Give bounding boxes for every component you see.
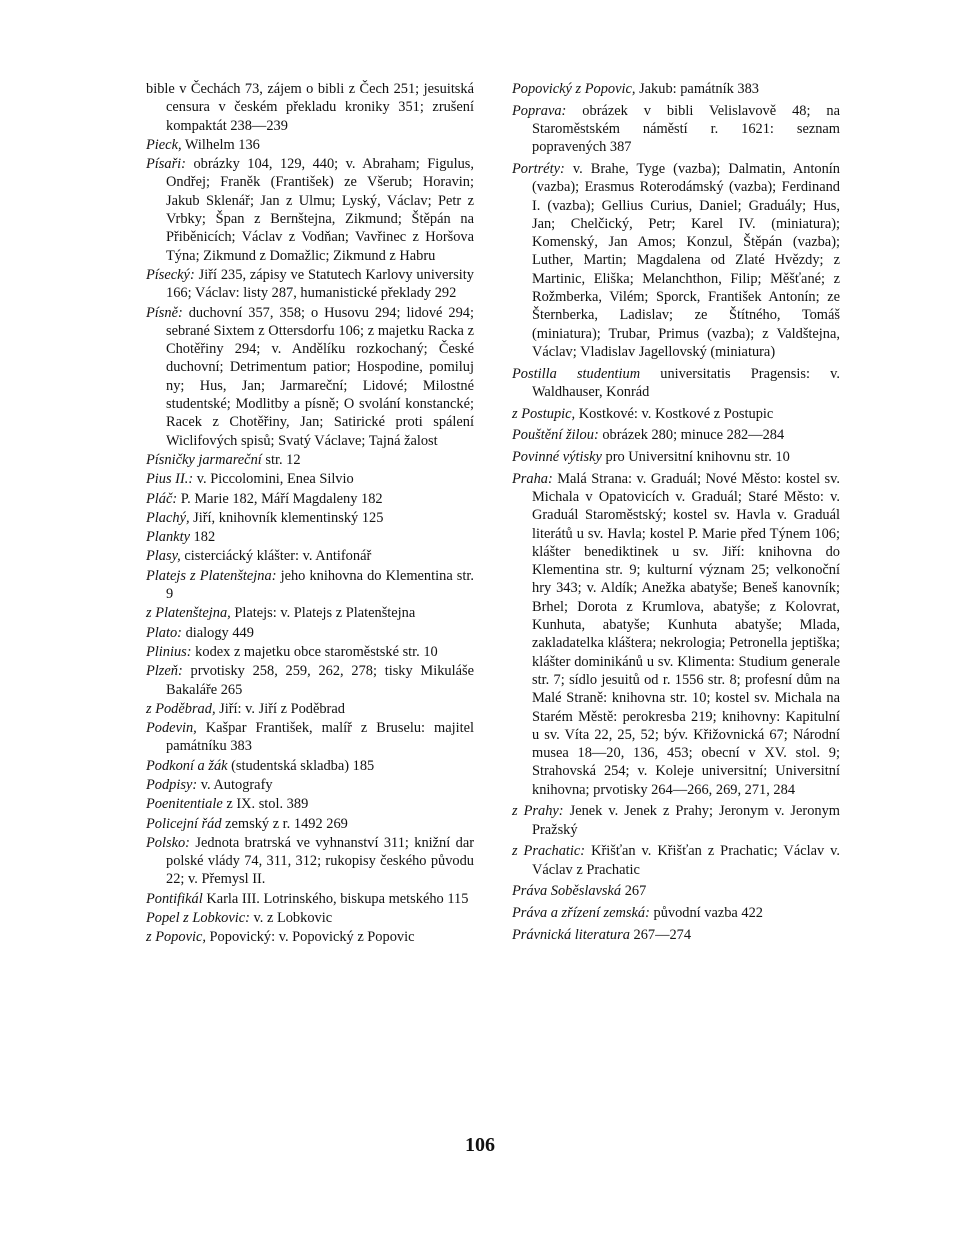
index-entry-text: v. Autografy <box>197 776 273 793</box>
index-entry <box>146 136 474 154</box>
index-entry-text: Jednota bratrská ve vyhnanství 311; knižní dar polské vlády 74, 311, 312; rukopisy českého původu 22; v. Přemysl II. <box>166 834 474 888</box>
index-entry <box>512 926 840 944</box>
index-entry-headword: Plinius: <box>146 643 192 660</box>
index-entry-headword: Praha: <box>512 470 553 487</box>
index-entry-text: universitatis Pragensis: v. Waldhauser, Konrád <box>532 365 840 400</box>
index-entry-text: Malá Strana: v. Graduál; Nové Město: kostel sv. Michala v Opatovicích v. Graduál; Staré Město: v. Graduál Staroměstský; kostel sv. Havla v. Graduál literátů u sv. Havla; kostel P. Marie před Týnem 106; klášter benediktinek u sv. Jiří: knihovna do Klementina str. 9; kulturní význam 25; velkonoční hry 343; v. Aldík; Anežka abatyše; Beneš kanovník; Brhel; Dorota z Krumlova, abatyše; z Kolovrat, Kunhuta, abatyše; Kunhuta abatyše; Mlada, zakladatelka kláštera; nekrologia; Petronella jeptiška; klášter dominikánů u sv. Klimenta: Studium generale str. 7; sídlo jesuitů od r. 1556 str. 8; profesní dům na Malé Straně: knihovna str. 10; kostel sv. Michala na Starém Městě: perokresba 219; knihovny: Kapitulní u sv. Víta 22, 25, 52; býv. Křižovnická 67; Národní musea 18—20, 136, 453; obecní v XV. stol. 9; Strahovská 254; v. Koleje universitní; Universitní knihovna; prvotisky 264—266, 269, 271, 284 <box>532 470 840 798</box>
index-entry <box>146 604 474 622</box>
index-entry-text: Kašpar František, malíř z Bruselu: majitel památníku 383 <box>166 720 474 755</box>
index-entry <box>146 304 474 450</box>
index-entry <box>512 802 840 839</box>
right-column <box>512 80 840 947</box>
index-entry <box>146 776 474 794</box>
index-entry-text: v. Piccolomini, Enea Silvio <box>193 471 354 488</box>
index-entry-text: v. z Lobkovic <box>249 910 333 927</box>
index-entry <box>512 102 840 157</box>
index-entry-headword: z Prahy: <box>512 803 564 820</box>
index-entry-text: zemský z r. 1492 269 <box>221 815 348 832</box>
index-entry-headword: Pouštění žilou: <box>512 427 599 444</box>
index-entry <box>146 909 474 927</box>
index-entry <box>146 547 474 565</box>
index-entry <box>146 757 474 775</box>
index-entry-text: původní vazba 422 <box>649 905 764 922</box>
index-entry <box>512 842 840 879</box>
index-entry <box>512 365 840 402</box>
index-entry-text: obrázek v bibli Velislavově 48; na Staroměstském náměstí r. 1621: seznam popravených 387 <box>532 102 840 156</box>
index-entry-text: Jakub: památník 383 <box>635 81 759 97</box>
index-entry <box>146 80 474 135</box>
index-entry <box>146 624 474 642</box>
index-entry <box>146 890 474 908</box>
index-entry-headword: Platejs z Platenštejna: <box>146 567 277 584</box>
index-entry-text: Popovický: v. Popovický z Popovic <box>205 929 415 946</box>
index-entry-headword: Postilla studentium <box>512 365 641 382</box>
index-entry-headword: Portréty: <box>512 160 565 177</box>
index-entry-text: z IX. stol. 389 <box>222 796 309 813</box>
index-entry-text: prvotisky 258, 259, 262, 278; tisky Mikuláše Bakaláře 265 <box>166 663 474 698</box>
index-entry-headword: Plato: <box>146 624 182 641</box>
index-entry-text: Jiří: v. Jiří z Poděbrad <box>215 700 345 717</box>
index-entry-headword: z Platenštejna, <box>146 605 231 622</box>
index-entry-headword: Plzeň: <box>146 663 183 680</box>
index-entry <box>146 662 474 699</box>
index-entry-headword: Písaři: <box>146 156 186 173</box>
index-entry-text: str. 12 <box>261 451 301 468</box>
index-entry-headword: Plasy, <box>146 548 181 565</box>
index-entry-headword: Polsko: <box>146 834 190 851</box>
index-entry-text: Wilhelm 136 <box>181 136 260 153</box>
index-entry-headword: Poprava: <box>512 102 567 119</box>
index-entry <box>146 928 474 946</box>
index-entry-text: Jenek v. Jenek z Prahy; Jeronym v. Jeronym Pražský <box>532 803 840 838</box>
index-entry-text: 182 <box>189 529 216 546</box>
index-entry-text: kodex z majetku obce staroměstské str. 10 <box>191 643 438 660</box>
index-entry-text: cisterciácký klášter: v. Antifonář <box>180 548 372 565</box>
index-entry-headword: Práva a zřízení zemská: <box>512 905 650 922</box>
index-entry-text: bible v Čechách 73, zájem o bibli z Čech 251; jesuitská censura v českém překladu kroniky 351; zrušení kompaktát 238—239 <box>146 81 474 134</box>
index-entry <box>146 490 474 508</box>
index-entry <box>146 567 474 604</box>
index-entry-headword: Pius II.: <box>146 471 194 488</box>
index-entry <box>146 155 474 265</box>
index-entry-headword: Písně: <box>146 304 183 321</box>
index-entry-headword: Práva Soběslavská <box>512 883 622 900</box>
index-entry-headword: Podkoní a žák <box>146 757 228 774</box>
index-entry <box>146 643 474 661</box>
index-entry-text: Karla III. Lotrinského, biskupa metského 115 <box>202 890 469 907</box>
index-entry-text: Jiří 235, zápisy ve Statutech Karlovy university 166; Václav: listy 287, humanistické překlady 292 <box>166 266 474 302</box>
index-entry-headword: Popel z Lobkovic: <box>146 910 250 927</box>
index-entry-text: Platejs: v. Platejs z Platenštejna <box>230 605 416 622</box>
index-entry-headword: z Poděbrad, <box>146 700 216 717</box>
index-entry-text: Kostkové: v. Kostkové z Postupic <box>575 405 774 422</box>
index-entry-text: obrázek 280; minuce 282—284 <box>598 427 785 444</box>
index-entry <box>146 834 474 889</box>
index-entry-headword: z Prachatic: <box>512 843 586 860</box>
index-entry <box>146 700 474 718</box>
index-entry-headword: Písničky jarmareční <box>146 451 262 468</box>
index-entry-text: (studentská skladba) 185 <box>227 757 375 774</box>
index-entry <box>146 470 474 488</box>
index-entry-text: dialogy 449 <box>181 624 254 641</box>
index-entry <box>146 528 474 546</box>
index-entry-headword: Pontifikál <box>146 890 203 907</box>
index-entry <box>146 795 474 813</box>
index-entry-headword: Pláč: <box>146 490 178 507</box>
index-entry <box>512 80 840 98</box>
index-entry-text: 267 <box>621 883 647 900</box>
page-number: 106 <box>465 1134 495 1156</box>
index-entry-text: v. Brahe, Tyge (vazba); Dalmatin, Antonín (vazba); Erasmus Roterodámský (vazba); Ferdinand I. (vazba); Gellius Curius, Daniel; Graduály; Hus, Jan; Chelčický, Petr; Karel IV. (miniatura); Komenský, Jan Amos; Konzul, Štěpán (vazba); Luther, Martin; Magdalena od Zlaté Hvězdy; z Martinic, Eliška; Melanchthon, Filip; Měšťané; z Rožmberka, Vilém; Sporck, František Antonín; ze Šternberka, Ladislav; ze Štítného, Tomáš (miniatura); Trubar, Primus (vazba); z Valdštejna, Václav; Vladislav Jagellovský (miniatura) <box>532 160 840 360</box>
index-entry <box>512 426 840 444</box>
index-entry-headword: Podpisy: <box>146 776 198 793</box>
index-entry-headword: Poenitentiale <box>146 796 223 813</box>
index-entry <box>512 882 840 900</box>
index-entry <box>512 904 840 922</box>
index-entry-text: obrázky 104, 129, 440; v. Abraham; Figulus, Ondřej; Franěk (František) ze Všerub; Horavin; Jakub Sklenář; Jan z Ulmu; Lyský, Václav; Petr z Vrbky; Špan z Bernštejna, Zikmund; Štěpán na Přiběnicích; Václav z Vodňan; Vavřinec z Horšova Týna; Zikmund z Domažlic; Zikmund z Habru <box>166 156 474 264</box>
index-entry-text: 267—274 <box>629 926 692 943</box>
index-entry-headword: Podevin, <box>146 720 197 737</box>
left-column <box>146 80 474 948</box>
index-entry-headword: z Postupic, <box>512 405 576 422</box>
index-entry <box>512 160 840 361</box>
index-entry-headword: Pieck, <box>146 136 182 153</box>
index-entry-text: Křišťan v. Křišťan z Prachatic; Václav v. Václav z Prachatic <box>532 843 840 878</box>
index-entry-text: Jiří, knihovník klementinský 125 <box>189 509 384 526</box>
index-entry-text: P. Marie 182, Máří Magdaleny 182 <box>177 490 383 507</box>
index-entry <box>146 266 474 303</box>
index-entry-headword: Písecký: <box>146 266 195 283</box>
index-entry <box>512 405 840 423</box>
index-entry-headword: Popovický z Popovic, <box>512 81 636 97</box>
index-entry-headword: Povinné výtisky <box>512 448 602 465</box>
index-entry-headword: Právnická literatura <box>512 926 630 943</box>
index-entry-text: duchovní 357, 358; o Husovu 294; lidové 294; sebrané Sixtem z Ottersdorfu 106; z majetku Racka z Chotěřiny 294; v. Andělíku rozkochaný; České duchovní; Detrimentum patior; Hospodine, pomiluj ny; Hus, Jan; Jarmareční; Lidové; Milostné studentské; Modlitby a písně; O svolání konstancké; Racek z Chotěřiny, Jan; Satirické proti spálení Wiclifových spisů; Svatý Václave; Tajná žalost <box>166 304 474 449</box>
index-entry <box>146 451 474 469</box>
index-entry-headword: Plankty <box>146 529 190 546</box>
index-entry <box>512 470 840 799</box>
index-entry-text: jeho knihovna do Klementina str. 9 <box>166 567 474 603</box>
index-entry-text: pro Universitní knihovnu str. 10 <box>601 448 790 465</box>
index-entry <box>146 509 474 527</box>
index-entry <box>146 815 474 833</box>
index-entry-headword: Policejní řád <box>146 815 222 832</box>
index-entry-headword: Plachý, <box>146 509 190 526</box>
index-entry-headword: z Popovic, <box>146 929 206 946</box>
index-entry <box>512 448 840 466</box>
index-entry <box>146 719 474 756</box>
